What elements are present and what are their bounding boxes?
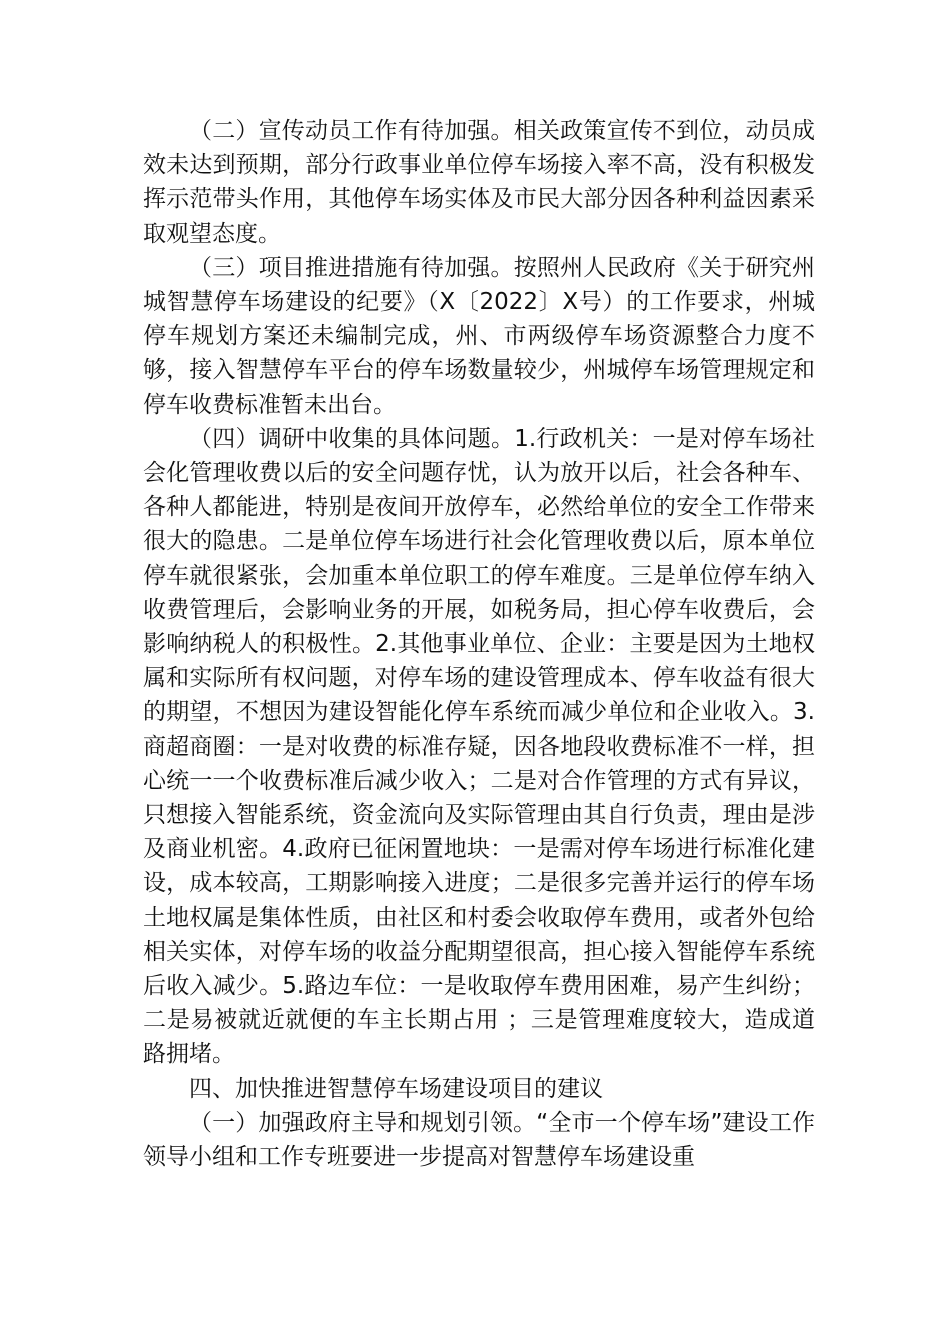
paragraph-specific-problems: （四）调研中收集的具体问题。1.行政机关：一是对停车场社会化管理收费以后的安全问题存忧，认为放开以后，社会各种车、各种人都能进，特别是夜间开放停车，必然给单位的安全工作带来很大的隐患。二是单位停车场进行社会化管理收费以后，原本单位停车就很紧张，会加重本单位职工的停车难度。三是单位停车纳入收费管理后，会影响业务的开展，如税务局，担心停车收费后，会影响纳税人的积极性。2.其他事业单位、企业：主要是因为土地权属和实际所有权问题，对停车场的建设管理成本、停车收益有很大的期望，不想因为建设智能化停车系统而减少单位和企业收入。3.商超商圈：一是对收费的标准存疑，因各地段收费标准不一样，担心统一一个收费标准后减少收入；二是对合作管理的方式有异议，只想接入智能系统，资金流向及实际管理由其自行负责，理由是涉及商业机密。4.政府已征闲置地块：一是需对停车场进行标准化建设，成本较高，工期影响接入进度；二是很多完善并运行的停车场土地权属是集体性质，由社区和村委会收取停车费用，或者外包给相关实体，对停车场的收益分配期望很高，担心接入智能停车系统后收入减少。5.路边车位：一是收取停车费用困难，易产生纠纷；二是易被就近就便的车主长期占用 ；三是管理难度较大，造成道路拥堵。	[143, 425, 815, 1068]
section-heading-suggestions: 四、加快推进智慧停车场建设项目的建议	[189, 1075, 603, 1102]
paragraph-government-guidance: （一）加强政府主导和规划引领。“全市一个停车场”建设工作领导小组和工作专班要进一步提高对智慧停车场建设重	[143, 1109, 815, 1171]
paragraph-publicity-mobilization: （二）宣传动员工作有待加强。相关政策宣传不到位，动员成效未达到预期，部分行政事业单位停车场接入率不高，没有积极发挥示范带头作用，其他停车场实体及市民大部分因各种利益因素采取观望态度。	[143, 118, 815, 247]
paragraph-project-promotion: （三）项目推进措施有待加强。按照州人民政府《关于研究州城智慧停车场建设的纪要》（X〔2022〕X号）的工作要求，州城停车规划方案还未编制完成，州、市两级停车场资源整合力度不够，接入智慧停车平台的停车场数量较少，州城停车场管理规定和停车收费标准暂未出台。	[143, 254, 815, 418]
document-body	[143, 114, 815, 1174]
